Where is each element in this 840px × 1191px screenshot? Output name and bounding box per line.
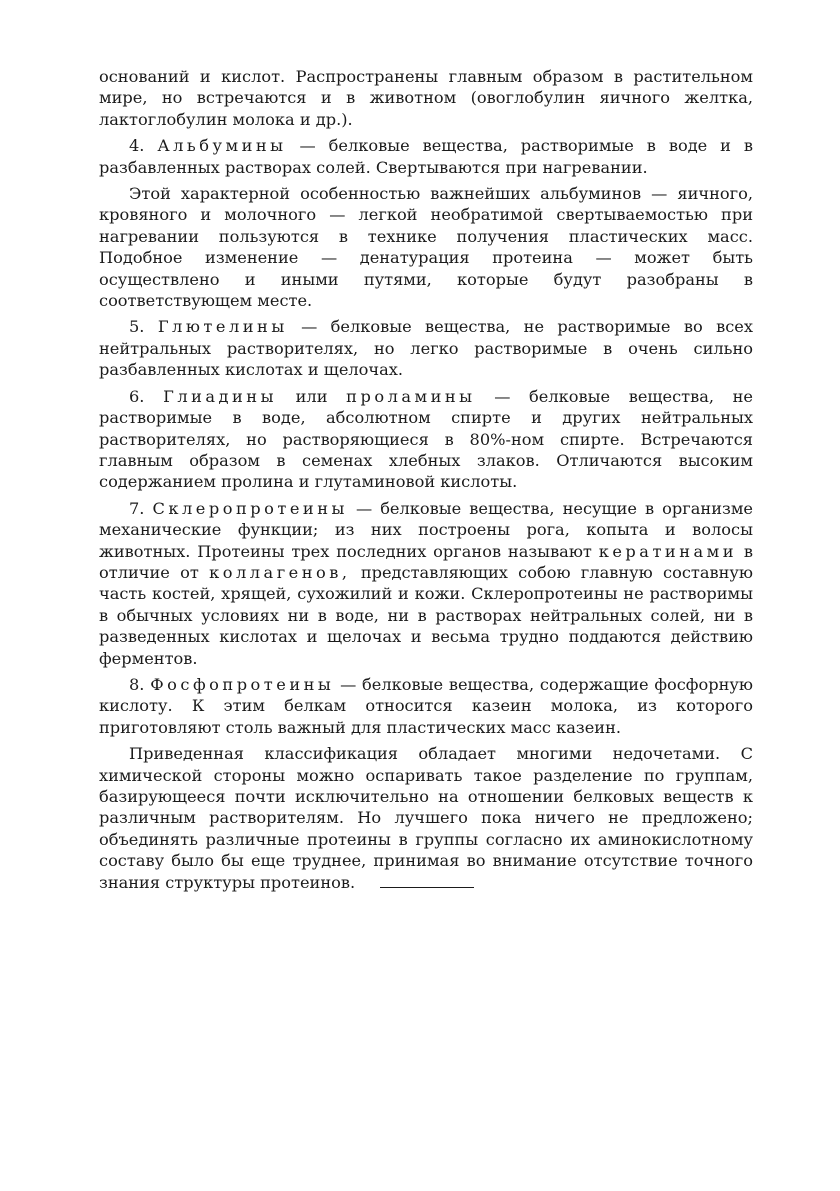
paragraph-continuation: оснований и кислот. Распространены главным образом в растительном мире, но встречаются и в животном (овоглобулин яичного желтка, лактоглобулин молока и др.). — [99, 67, 753, 129]
paragraph-text: — белковые вещества, не растворимые во всех нейтральных растворителях, но легко растворимые в очень сильно разбавленных кислотах и щелочах. — [99, 317, 753, 380]
item-number: 4. — [129, 136, 145, 156]
paragraph-albumins-note: Этой характерной особенностью важнейших альбуминов — яичного, кровяного и молочного — легкой необратимой свертываемостью при нагревании пользуются в технике получения пластических масс. Подобное изменение — денатурация протеина — может быть осуществлено и иными путями, которые будут разобраны в соответствующем месте. — [99, 184, 753, 311]
paragraph-glutelins — [99, 316, 753, 380]
paragraph-text: или — [295, 386, 328, 406]
page-body — [99, 66, 753, 893]
paragraph-conclusion: Приведенная классификация обладает многими недочетами. С химической стороны можно оспаривать такое разделение по группам, базирующееся почти исключительно на отношении белковых веществ к различным растворителям. Но лучшего пока ничего не предложено; объединять различные протеины в группы согласно их аминокислотному составу было бы еще труднее, принимая во внимание отсутствие точного знания структуры протеинов. — [99, 744, 753, 892]
paragraph-text: — белковые вещества, несущие в организме механические функции; из них построены рога, копыта и волосы животных. Протеины трех последних органов называют — [99, 498, 753, 561]
term-collagens: коллагенов, — [209, 562, 351, 582]
term-glutelins: Глютелины — [157, 317, 288, 337]
paragraph-text: в отличие от — [99, 541, 753, 582]
paragraph-phosphoproteins — [99, 674, 753, 738]
term-gliadins: Глиадины — [163, 386, 277, 406]
paragraph-gliadins — [99, 386, 753, 493]
item-number: 6. — [129, 386, 145, 406]
paragraph-text: представляющих собою главную составную часть костей, хрящей, сухожилий и кожи. Склеропротеины не растворимы в обычных условиях ни в воде, ни в растворах нейтральных солей, ни в разведенных кислотах и щелочах и весьма трудно поддаются действию ферментов. — [99, 562, 754, 668]
section-end-rule — [380, 887, 474, 888]
item-number: 5. — [129, 317, 145, 337]
item-number: 7. — [129, 498, 145, 518]
term-phosphoproteins: Фосфопротеины — [150, 674, 335, 694]
term-scleroproteins: Склеропротеины — [152, 498, 348, 518]
paragraph-albumins — [99, 135, 753, 178]
term-prolamins: проламины — [346, 386, 476, 406]
paragraph-text: — белковые вещества, не растворимые в воде, абсолютном спирте и других нейтральных растворителях, но растворяющиеся в 80%-ном спирте. Встречаются главным образом в семенах хлебных злаков. Отличаются высоким содержанием пролина и глутаминовой кислоты. — [99, 386, 754, 492]
term-keratins: кератинами — [598, 541, 738, 561]
item-number: 8. — [129, 674, 145, 694]
paragraph-text: — белковые вещества, содержащие фосфорную кислоту. К этим белкам относится казеин молока, из которого приготовляют столь важный для пластических масс казеин. — [99, 674, 753, 737]
paragraph-text: — белковые вещества, растворимые в воде и в разбавленных растворах солей. Свертываются при нагревании. — [99, 136, 754, 177]
term-albumins: Альбумины — [157, 136, 287, 156]
paragraph-scleroproteins — [99, 498, 753, 669]
